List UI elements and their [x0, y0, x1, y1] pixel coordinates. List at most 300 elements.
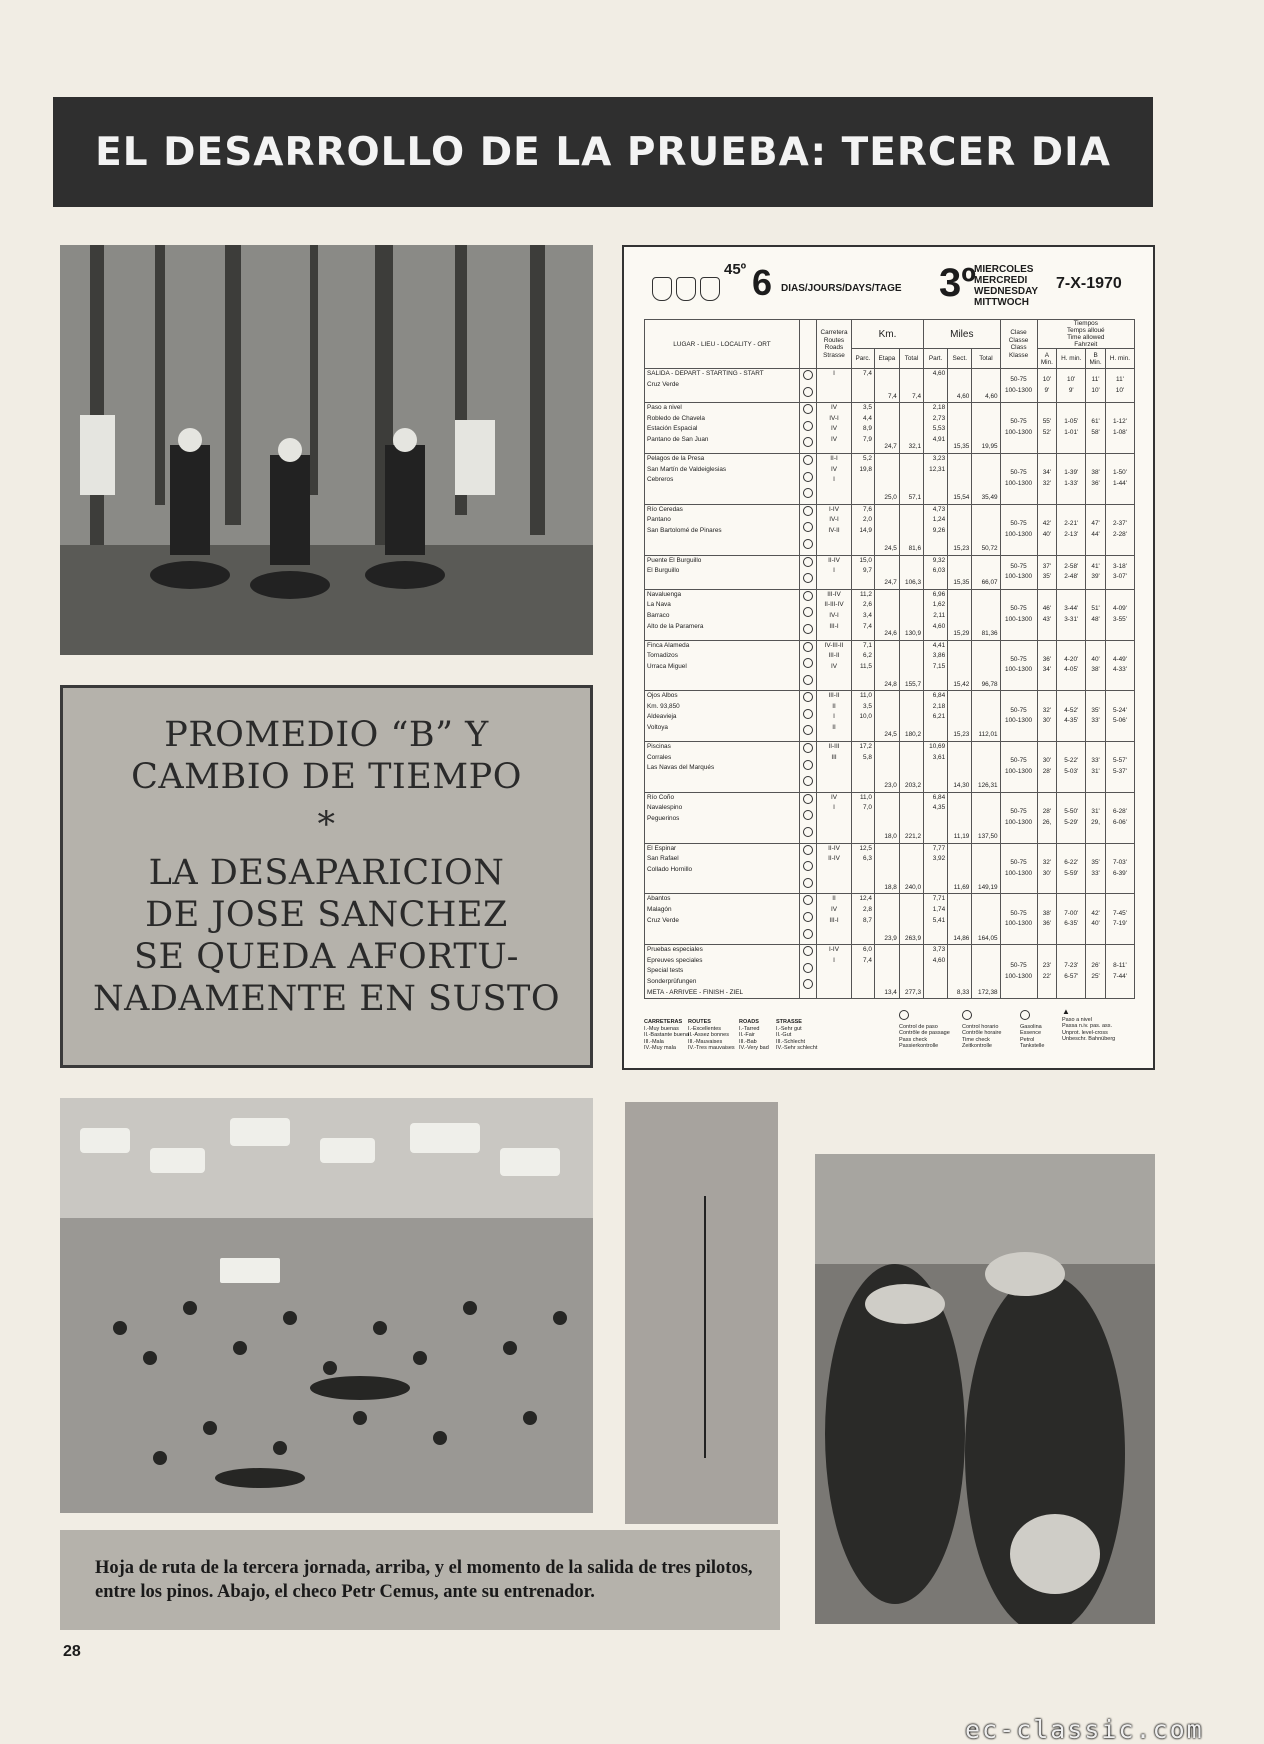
legend-strasse: [776, 1019, 817, 1052]
control-icon: [803, 370, 813, 380]
cell-time: [1105, 691, 1134, 742]
road-class: III-II: [828, 692, 840, 700]
km-value: 5,8: [863, 753, 872, 761]
legend-item: Time check: [962, 1036, 990, 1043]
cell-miles-sect: 15,23: [948, 504, 972, 555]
time-value: 30': [1042, 717, 1052, 725]
locality-name: Cruz Verde: [647, 916, 679, 924]
locality-name: Robledo de Chavela: [647, 414, 705, 422]
cell-km-total: 106,3: [899, 555, 923, 589]
legend-item: Passa n.iv. pas. ass.: [1062, 1023, 1113, 1029]
cell-locality: [645, 691, 800, 742]
cell-time: [1105, 369, 1134, 403]
time-value: 10': [1067, 376, 1076, 383]
cell-time: [1105, 504, 1134, 555]
col-roads: [817, 320, 852, 369]
class-value: 50-75: [1010, 757, 1027, 765]
road-class: I-IV: [829, 505, 839, 513]
miles-value: 7,15: [932, 662, 946, 670]
road-class: IV: [830, 425, 838, 433]
control-icon: [803, 895, 813, 905]
time-value: 42': [1091, 909, 1100, 917]
control-icon: [803, 725, 813, 735]
cell-time: [1105, 403, 1134, 454]
miles-value: 2,18: [932, 404, 946, 412]
cell-miles-total: 35,49: [972, 453, 1000, 504]
cell-time: [1057, 691, 1086, 742]
time-value: 3-55': [1112, 615, 1127, 623]
cell-miles-part: [924, 453, 948, 504]
class-value: 100-1300: [1005, 717, 1033, 725]
cell-km-parc: [852, 640, 875, 691]
cell-time: [1086, 894, 1106, 945]
cell-symbol: [800, 555, 817, 589]
cell-symbol: [800, 403, 817, 454]
locality-name: Navaluenga: [647, 590, 682, 598]
time-value: 39': [1091, 573, 1100, 581]
control-icon: [803, 472, 813, 482]
time-sub: H. min.: [1057, 349, 1086, 369]
time-value: 7-00': [1064, 909, 1079, 917]
class-value: 50-75: [1010, 808, 1027, 816]
cell-time: [1086, 640, 1106, 691]
road-class: III-I: [829, 916, 839, 924]
time-value: 1-50': [1112, 469, 1127, 477]
locality-name: Collado Hornillo: [647, 865, 693, 873]
miles-value: 4,91: [932, 435, 946, 443]
cell-locality: [645, 504, 800, 555]
time-value: 5-37': [1112, 767, 1127, 775]
control-icon: [803, 573, 813, 583]
time-value: 42': [1042, 520, 1052, 528]
class-value: 50-75: [1010, 562, 1027, 570]
locality-name: Peguerinos: [647, 815, 680, 823]
time-value: 2-28': [1112, 530, 1127, 538]
cell-km-total: 277,3: [899, 945, 923, 999]
time-value: 30': [1042, 757, 1052, 765]
cell-road: [817, 504, 852, 555]
route-legend: [644, 1009, 1135, 1064]
time-value: 3-44': [1064, 605, 1079, 613]
divider-panel: [625, 1102, 778, 1524]
road-class: IV: [830, 793, 838, 801]
petrol-icon: [1020, 1010, 1030, 1020]
cell-road: [817, 453, 852, 504]
time-value: 1-08': [1112, 429, 1127, 437]
class-value: 50-75: [1010, 520, 1027, 528]
col-class: [1000, 320, 1037, 369]
cell-miles-total: 137,50: [972, 792, 1000, 843]
time-value: 26,: [1042, 818, 1052, 826]
locality-name: El Burguillo: [647, 567, 680, 575]
photo-crowd-image: [60, 1098, 593, 1513]
cell-time: [1037, 843, 1057, 894]
locality-name: Piscinas: [647, 743, 671, 751]
km-value: 3,4: [863, 611, 872, 619]
roads-label: Strasse: [823, 351, 845, 359]
locality-name: Urraca Miguel: [647, 662, 687, 670]
headline-box: [60, 685, 593, 1068]
road-class: II: [832, 702, 836, 710]
legend-item: IV.-Tres mauvaises: [688, 1045, 735, 1051]
control-icon: [803, 692, 813, 702]
class-value: 100-1300: [1005, 615, 1033, 623]
route-row: [645, 742, 1135, 793]
km-value: 15,0: [859, 556, 872, 564]
time-value: 29,: [1091, 818, 1101, 826]
miles-value: 9,32: [932, 556, 946, 564]
km-value: 7,6: [863, 505, 872, 513]
locality-name: Cruz Verde: [647, 380, 679, 388]
cell-km-etapa: 13,4: [874, 945, 899, 999]
locality-name: San Bartolomé de Pinares: [647, 526, 722, 534]
cell-miles-total: 126,31: [972, 742, 1000, 793]
time-value: 5-59': [1064, 869, 1079, 877]
cell-km-total: 240,0: [899, 843, 923, 894]
locality-name: Navalespino: [647, 804, 683, 812]
road-class: I: [833, 370, 835, 377]
locality-name: META - ARRIVEE - FINISH - ZIEL: [647, 988, 744, 996]
control-icon: [803, 845, 813, 855]
time-value: 10': [1042, 376, 1052, 383]
photo-riders-start-image: [60, 245, 593, 655]
cell-class: [1000, 691, 1037, 742]
cell-road: [817, 640, 852, 691]
cell-time: [1086, 504, 1106, 555]
class-value: 50-75: [1010, 962, 1027, 970]
legend-item: II.-Gut: [776, 1032, 792, 1038]
cell-miles-part: [924, 792, 948, 843]
weekday: MIERCOLES: [974, 264, 1034, 275]
control-icon: [803, 946, 813, 956]
miles-value: 3,61: [932, 753, 946, 761]
cell-time: [1086, 945, 1106, 999]
locality-name: Paso a nivel: [647, 404, 682, 412]
miles-value: 4,41: [932, 641, 946, 649]
route-row: [645, 640, 1135, 691]
time-value: 31': [1091, 767, 1100, 775]
cell-class: [1000, 589, 1037, 640]
class-value: 100-1300: [1005, 386, 1033, 394]
road-class: II-III: [828, 743, 840, 751]
cell-miles-part: [924, 945, 948, 999]
cell-time: [1057, 589, 1086, 640]
roads-label: Roads: [824, 344, 844, 351]
emblem-icon: [652, 277, 672, 301]
cell-km-parc: [852, 589, 875, 640]
cell-time: [1086, 555, 1106, 589]
cell-time: [1105, 640, 1134, 691]
legend-item: Control horario: [962, 1023, 999, 1030]
time-value: 2-37': [1112, 520, 1127, 528]
time-value: 26': [1091, 962, 1100, 970]
cell-locality: [645, 843, 800, 894]
km-value: 12,4: [859, 895, 872, 903]
cell-miles-part: [924, 691, 948, 742]
cell-miles-sect: 14,86: [948, 894, 972, 945]
legend-item: III.-Mauvaises: [688, 1038, 723, 1045]
cell-time: [1057, 403, 1086, 454]
locality-name: Pruebas especiales: [647, 946, 703, 954]
cell-km-total: 130,9: [899, 589, 923, 640]
cell-time: [1037, 640, 1057, 691]
road-class: IV: [830, 662, 838, 670]
control-icon: [803, 658, 813, 668]
legend-heading: STRASSE: [776, 1019, 802, 1025]
control-icon: [803, 455, 813, 465]
time-value: 33': [1091, 717, 1100, 725]
cell-time: [1086, 742, 1106, 793]
cell-time: [1037, 369, 1057, 403]
legend-item: Passierkontrolle: [899, 1043, 939, 1049]
class-value: 100-1300: [1005, 530, 1033, 538]
time-value: 9': [1044, 386, 1050, 394]
control-icon: [803, 675, 813, 685]
time-value: 2-58': [1064, 562, 1079, 570]
time-value: 3-18': [1112, 562, 1127, 570]
control-icon: [803, 642, 813, 652]
time-value: 1-05': [1064, 418, 1079, 426]
class-value: 50-75: [1010, 418, 1027, 426]
legend-item: IV.-Sehr schlecht: [776, 1045, 818, 1051]
legend-routes: [688, 1019, 735, 1052]
cell-km-total: 263,9: [899, 894, 923, 945]
cell-time: [1086, 691, 1106, 742]
time-value: 3-07': [1112, 573, 1127, 581]
cell-miles-total: 164,05: [972, 894, 1000, 945]
time-value: 32': [1042, 706, 1052, 714]
miles-value: 4,35: [932, 804, 946, 812]
route-sheet: [622, 245, 1155, 1070]
roads-label: Carretera: [820, 329, 848, 336]
locality-name: Río Ceredas: [647, 505, 683, 513]
route-row: [645, 555, 1135, 589]
locality-name: Cebreros: [647, 476, 674, 484]
time-value: 6-57': [1064, 972, 1079, 980]
cell-time: [1057, 555, 1086, 589]
km-value: 3,5: [863, 404, 872, 412]
road-class: III-I: [829, 622, 839, 630]
cell-class: [1000, 792, 1037, 843]
time-value: 1-39': [1064, 469, 1079, 477]
class-value: 100-1300: [1005, 429, 1033, 437]
pass-check-icon: [899, 1010, 909, 1020]
time-value: 34': [1042, 469, 1052, 477]
cell-time: [1037, 691, 1057, 742]
legend-level-cross: [1062, 1009, 1115, 1043]
route-row: [645, 792, 1135, 843]
legend-item: IV.-Muy mala: [644, 1045, 676, 1051]
emblem-icon: [700, 277, 720, 301]
photo-crowd: [60, 1098, 593, 1513]
headline-asterisk: *: [317, 805, 336, 845]
locality-name: Pelagos de la Presa: [647, 454, 705, 462]
cell-time: [1037, 945, 1057, 999]
control-icon: [803, 878, 813, 888]
km-value: 11,2: [859, 590, 872, 598]
time-value: 6-06': [1112, 818, 1127, 826]
control-icon: [803, 979, 813, 989]
cell-symbol: [800, 691, 817, 742]
cell-miles-total: 50,72: [972, 504, 1000, 555]
cell-time: [1037, 894, 1057, 945]
road-class: II: [832, 724, 836, 732]
cell-miles-sect: 11,69: [948, 843, 972, 894]
time-group-b: B: [1093, 351, 1098, 359]
time-value: 25': [1091, 972, 1100, 980]
cell-time: [1057, 742, 1086, 793]
cell-km-etapa: 18,0: [874, 792, 899, 843]
time-value: 1-44': [1112, 479, 1127, 487]
cell-km-parc: [852, 453, 875, 504]
locality-name: Río Coño: [647, 793, 674, 801]
cell-km-parc: [852, 504, 875, 555]
route-row: [645, 369, 1135, 403]
legend-item: Gasolina: [1020, 1023, 1042, 1030]
weekday-labels: [974, 264, 1038, 308]
cell-symbol: [800, 504, 817, 555]
time-value: 36': [1091, 479, 1100, 487]
legend-heading: ROADS: [739, 1019, 759, 1025]
locality-name: Pantano: [647, 516, 671, 524]
class-value: 100-1300: [1005, 767, 1033, 775]
legend-item: Unbeschr. Bahnüberg: [1062, 1036, 1116, 1042]
level-crossing-icon: ▲: [1062, 1007, 1070, 1016]
miles-value: 1,74: [932, 906, 946, 913]
cell-road: [817, 369, 852, 403]
time-value: 10': [1091, 386, 1100, 394]
cell-time: [1037, 589, 1057, 640]
edition-number: 45º: [724, 261, 747, 278]
time-value: 7-03': [1112, 858, 1127, 866]
cell-miles-total: 96,78: [972, 640, 1000, 691]
class-value: 100-1300: [1005, 479, 1033, 487]
headline-line: CAMBIO DE TIEMPO: [131, 757, 522, 797]
time-value: 23': [1042, 962, 1052, 970]
time-check-icon: [962, 1010, 972, 1020]
cell-km-parc: [852, 742, 875, 793]
time-value: 28': [1042, 767, 1052, 775]
legend-item: Zeitkontrolle: [962, 1043, 992, 1049]
cell-time: [1037, 453, 1057, 504]
time-sub: [1037, 349, 1057, 369]
route-table-body: [645, 369, 1135, 999]
time-value: 43': [1042, 615, 1052, 623]
km-value: 3,5: [863, 702, 872, 710]
class-label: Clase: [1010, 329, 1027, 336]
route-row: [645, 843, 1135, 894]
class-value: 100-1300: [1005, 920, 1033, 928]
control-icon: [803, 963, 813, 973]
time-value: 6-39': [1112, 869, 1127, 877]
cell-locality: [645, 555, 800, 589]
control-icon: [803, 709, 813, 719]
cell-miles-total: 81,36: [972, 589, 1000, 640]
time-value: 5-06': [1112, 717, 1127, 725]
legend-item: III.-Mala: [644, 1038, 664, 1045]
cell-class: [1000, 369, 1037, 403]
cell-class: [1000, 894, 1037, 945]
route-table: [644, 319, 1135, 999]
legend-item: IV.-Very bad: [739, 1045, 769, 1051]
cell-km-total: 155,7: [899, 640, 923, 691]
time-value: 2-21': [1064, 520, 1079, 528]
cell-km-etapa: 24,5: [874, 691, 899, 742]
class-value: 100-1300: [1005, 972, 1033, 980]
locality-name: Malagón: [647, 906, 672, 913]
legend-item: Paso a nivel: [1062, 1016, 1092, 1023]
cell-miles-part: [924, 504, 948, 555]
road-class: IV: [830, 404, 838, 412]
time-value: 61': [1091, 418, 1100, 426]
time-value: 41': [1091, 562, 1100, 570]
date: 7-X-1970: [1056, 275, 1122, 292]
control-icon: [803, 794, 813, 804]
legend-time-check: [962, 1009, 1001, 1050]
time-value: 5-24': [1112, 706, 1127, 714]
watermark: ec-classic.com: [965, 1715, 1204, 1744]
class-value: 100-1300: [1005, 573, 1033, 581]
cell-symbol: [800, 589, 817, 640]
road-class: III-II: [828, 652, 840, 660]
locality-name: Alto de la Paramera: [647, 622, 704, 630]
time-value: 58': [1091, 429, 1100, 437]
cell-road: [817, 843, 852, 894]
cell-time: [1105, 589, 1134, 640]
cell-time: [1105, 894, 1134, 945]
km-value: 11,0: [859, 793, 872, 801]
miles-value: 4,60: [932, 370, 946, 377]
miles-value: 3,92: [932, 855, 946, 863]
cell-locality: [645, 894, 800, 945]
cell-road: [817, 403, 852, 454]
cell-road: [817, 945, 852, 999]
col-symbol: [800, 320, 817, 369]
miles-value: 5,53: [932, 425, 946, 433]
cell-time: [1057, 369, 1086, 403]
cell-time: [1037, 742, 1057, 793]
km-value: 19,8: [859, 465, 872, 473]
cell-time: [1037, 504, 1057, 555]
road-class: IV-I: [829, 414, 839, 422]
cell-locality: [645, 945, 800, 999]
time-sub-label: Min.: [1089, 358, 1102, 366]
emblem-icon: [676, 277, 696, 301]
times-label: Temps alloué: [1066, 327, 1105, 334]
page-title: EL DESARROLLO DE LA PRUEBA: TERCER DIA: [95, 129, 1111, 175]
time-value: 28': [1042, 808, 1052, 816]
route-sheet-header: [624, 247, 1153, 309]
miles-value: 4,60: [932, 956, 946, 964]
time-value: 4-35': [1064, 717, 1079, 725]
locality-name: Abantos: [647, 895, 671, 903]
km-value: 8,9: [863, 425, 872, 433]
km-value: 5,2: [863, 454, 872, 462]
time-value: 5-50': [1064, 808, 1079, 816]
miles-value: 7,77: [932, 844, 946, 852]
km-value: 12,5: [859, 844, 872, 852]
road-class: III: [831, 753, 837, 761]
cell-symbol: [800, 742, 817, 793]
km-value: 2,8: [863, 906, 872, 913]
road-class: IV: [830, 906, 838, 913]
km-value: 7,9: [863, 435, 872, 443]
page-number: 28: [63, 1643, 81, 1660]
km-value: 11,5: [859, 662, 872, 670]
col-miles: Miles: [924, 320, 1001, 349]
km-value: 2,6: [863, 601, 872, 609]
road-class: II: [832, 895, 836, 903]
